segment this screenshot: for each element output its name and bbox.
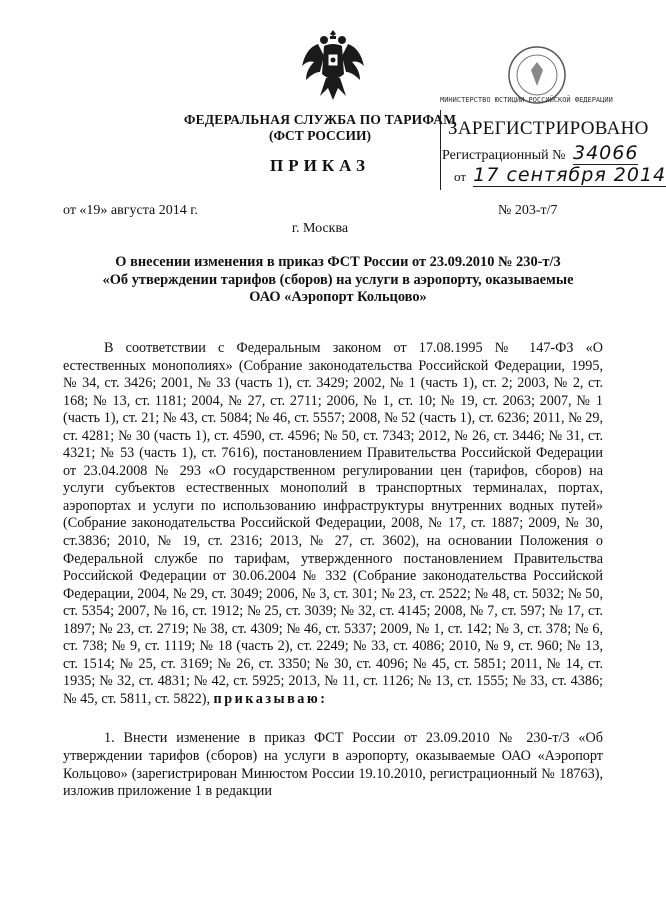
title-line: ОАО «Аэропорт Кольцово»: [249, 289, 427, 305]
stamp-reg-number: 34066: [573, 142, 639, 164]
stamp-reg-date: 17 сентября 2014: [473, 164, 666, 186]
preamble-text: В соответствии с Федеральным законом от 17.08.1995 № 147-ФЗ «О естественных монополиях» (Собрание законодательства Российской Федерации, 1995, № 34, ст. 3426; 2001, № 33 (часть 1), ст. 3429; 2002, № 1 (часть 1), ст. 2; 2003, № 2, ст. 168; № 13, ст. 1181; 2004, № 27, ст. 2711; 2006, № 1, ст. 10; № 19, ст. 2063; 2007, № 1 (часть 1), ст. 21; № 43, ст. 5084; № 46, ст. 5557; 2008, № 52 (часть 1), ст. 6236; 2011, № 29, ст. 4281; № 30 (часть 1), ст. 4590, ст. 4596; № 50, ст. 7343; 2012, № 26, ст. 3446; № 31, ст. 4321; № 53 (часть 1), ст. 7616), постановлением Правительства Российской Федерации от 23.04.2008 № 293 «О государственном регулировании цен (тарифов, сборов) на услуги субъектов естественных монополий в транспортных терминалах, портах, аэропортах и услуги по использованию инфраструктуры внутренних водных путей» (Собрание законодательства Российской Федерации, 2008, № 17, ст. 1887; 2009, № 30, ст.3836; 2010, № 19, ст. 2316; 2013, № 27, ст. 3602), на основании Положения о Федеральной службе по тарифам, утвержденного постановлением Правительства Российской Федерации от 30.06.2004 № 332 (Собрание законодательства Российской Федерации, 2004, № 29, ст. 3049; 2006, № 3, ст. 301; № 23, ст. 2522; № 48, ст. 5032; № 50, ст. 5354; 2007, № 16, ст. 1912; № 25, ст. 3039; № 32, ст. 4145; 2008, № 7, ст. 597; № 17, ст. 1897; № 23, ст. 2719; № 38, ст. 4309; № 46, ст. 5337; 2009, № 1, ст. 142; № 3, ст. 378; № 6, ст. 738; № 9, ст. 1119; № 18 (часть 2), ст. 2249; № 33, ст. 4086; 2010, № 9, ст. 960; № 13, ст. 1514; № 25, ст. 3169; № 26, ст. 3350; № 30, ст. 4096; № 45, ст. 5851; 2011, № 14, ст. 1935; № 32, ст. 4831; № 42, ст. 5925; 2013, № 11, ст. 1126; № 13, ст. 1555; № 33, ст. 4386; № 45, ст. 5811, ст. 5822),: [63, 340, 603, 707]
title-line: О внесении изменения в приказ ФСТ России от 23.09.2010 № 230-т/3: [115, 254, 561, 270]
order-item-1: 1. Внести изменение в приказ ФСТ России от 23.09.2010 № 230-т/3 «Об утверждении тарифов (сборов) на услуги в аэропорту, оказываемые ОАО «Аэропорт Кольцово» (зарегистрирован Минюстом России 19.10.2010, регистрационный № 18763), изложив приложение 1 в редакции: [63, 730, 603, 800]
orders-word: приказываю:: [213, 690, 328, 707]
organization-name: ФЕДЕРАЛЬНАЯ СЛУЖБА ПО ТАРИФАМ: [183, 112, 457, 127]
document-date: от «19» августа 2014 г.: [63, 203, 198, 218]
document-type: ПРИКАЗ: [270, 156, 370, 175]
document-body: [63, 340, 603, 801]
document-title: [68, 254, 608, 307]
document-city: г. Москва: [291, 221, 349, 236]
preamble-paragraph: [63, 340, 603, 708]
coat-of-arms-emblem: [298, 26, 368, 106]
organization-short: (ФСТ РОССИИ): [268, 128, 372, 143]
stamp-ministry: МИНИСТЕРСТВО ЮСТИЦИИ РОССИЙСКОЙ ФЕДЕРАЦИИ: [440, 96, 613, 104]
stamp-date-label: от: [454, 169, 467, 184]
stamp-status: ЗАРЕГИСТРИРОВАНО: [448, 118, 649, 139]
title-line: «Об утверждении тарифов (сборов) на услуги в аэропорту, оказываемые: [102, 271, 574, 288]
document-number: № 203-т/7: [498, 203, 558, 218]
stamp-reg-label: Регистрационный №: [442, 148, 566, 163]
